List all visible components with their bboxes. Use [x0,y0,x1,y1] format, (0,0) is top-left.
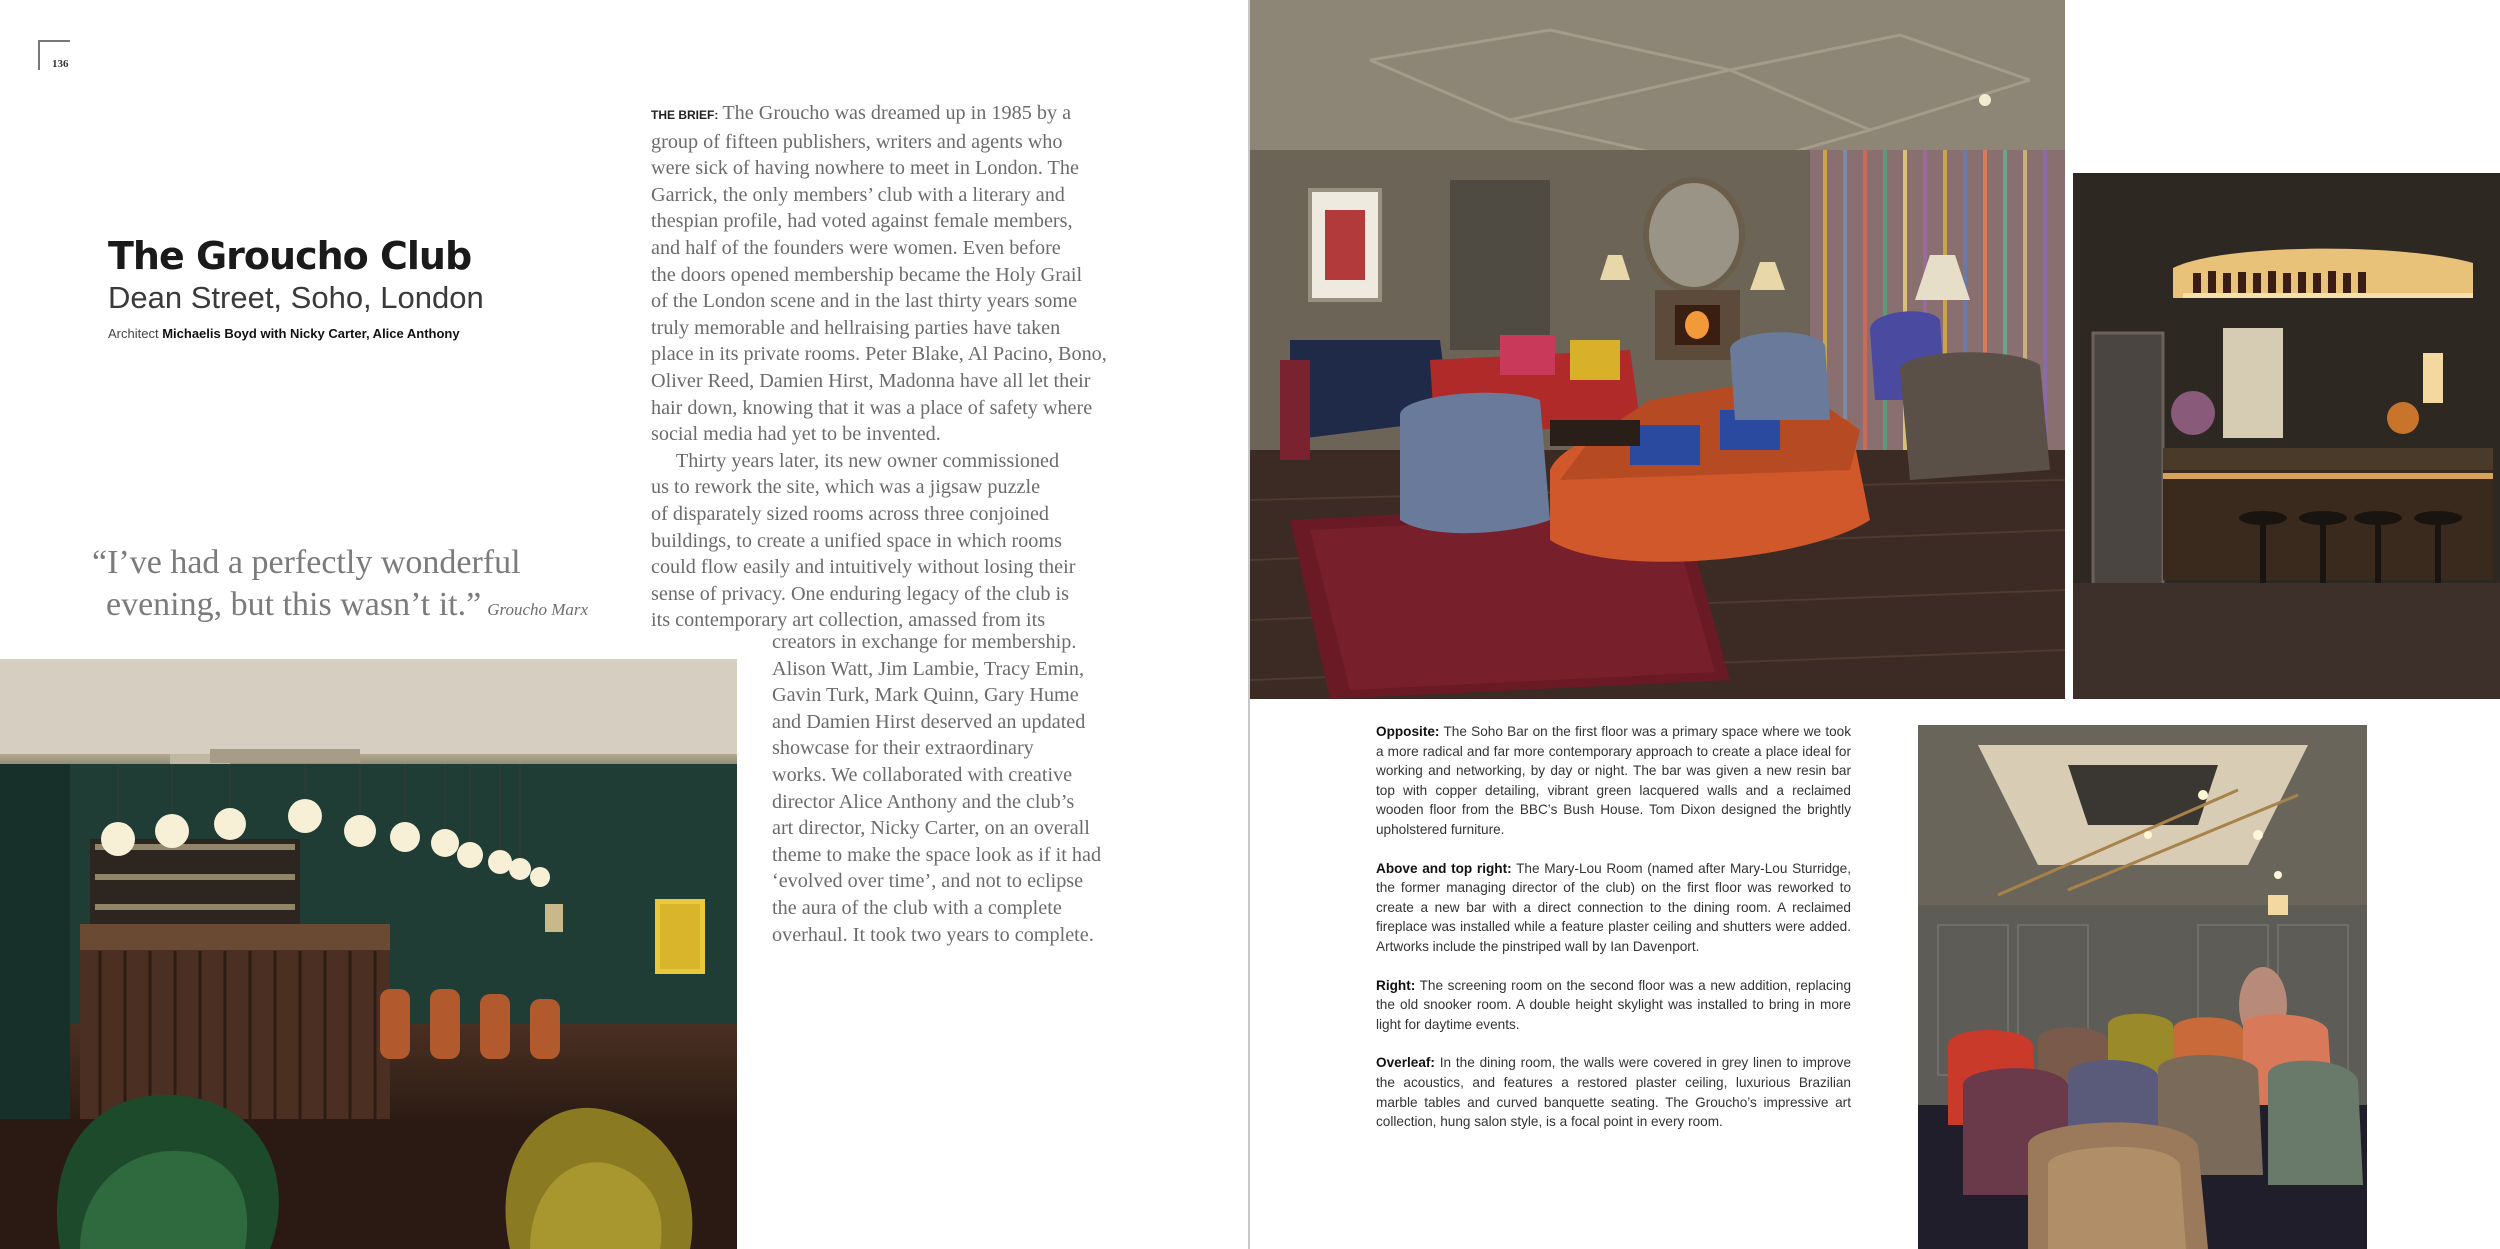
soho-bar-photo [0,659,737,1249]
body-line-text: The Groucho was dreamed up in 1985 by a [722,102,1072,124]
body-line: and Damien Hirst deserved an updated [772,710,1086,733]
body-line: the doors opened membership became the Holy Grail [651,263,1083,286]
body-line: could flow easily and intuitively without losing their [651,556,1076,579]
photo-captions [1376,722,1851,1151]
body-line: of the London scene and in the last thirty years some [651,290,1078,313]
article-title: The Groucho Club [108,234,472,278]
mary-lou-bar-illustration [2073,173,2500,699]
body-line: truly memorable and hellraising parties have taken [651,316,1061,339]
body-line: works. We collaborated with creative [772,763,1073,786]
caption-text: In the dining room, the walls were covered in grey linen to improve the acoustics, and features a restored plaster ceiling, luxurious Brazilian marble tables and curved banquette seating. The Groucho’s impressive art collection, hung salon style, is a focal point in every room. [1376,1055,1852,1130]
pull-quote [92,542,652,631]
body-text-narrow [772,629,1132,948]
body-line: showcase for their extraordinary [772,737,1034,760]
mary-lou-room-illustration [1250,0,2065,699]
page-number: 136 [52,58,69,70]
body-line: Alison Watt, Jim Lambie, Tracy Emin, [772,657,1085,680]
brief-label: THE BRIEF: [651,108,719,122]
caption-label: Above and top right: [1376,860,1512,876]
body-line: art director, Nicky Carter, on an overall [772,817,1090,840]
body-line: group of fifteen publishers, writers and agents who [651,130,1063,153]
architect-credit [108,326,460,341]
body-line [651,100,1131,129]
mary-lou-bar-photo [2073,173,2500,699]
body-line: of disparately sized rooms across three conjoined [651,502,1050,525]
right-page [1250,0,2500,1249]
caption-label: Opposite: [1376,724,1440,739]
caption-label: Right: [1376,977,1416,993]
body-line: the aura of the club with a complete [772,896,1062,919]
body-line: hair down, knowing that it was a place of safety where [651,396,1093,419]
caption-above-top-right [1376,859,1851,957]
body-line: place in its private rooms. Peter Blake, Al Pacino, Bono, [651,343,1107,366]
quote-attribution: Groucho Marx [487,600,589,619]
caption-text: The Soho Bar on the first floor was a primary space where we took a more radical and far more contemporary approach to create a place ideal for working and networking, by day or night. The bar was given a new resin bar top with copper detailing, vibrant green lacquered walls and a reclaimed wooden floor from the BBC’s Bush House. Tom Dixon designed the brightly upholstered furniture. [1376,724,1852,837]
caption-opposite [1376,722,1851,840]
body-line: us to rework the site, which was a jigsaw puzzle [651,476,1041,499]
body-line: social media had yet to be invented. [651,423,941,446]
quote-line-2 [92,584,652,631]
body-line: ‘evolved over time’, and not to eclipse [772,870,1084,893]
body-line: buildings, to create a unified space in which rooms [651,529,1062,552]
mary-lou-room-photo [1250,0,2065,699]
quote-line-2-text: evening, but this wasn’t it.” [106,586,482,623]
caption-text: The Mary-Lou Room (named after Mary-Lou Sturridge, the former managing director of the club) on the first floor was reworked to create a new bar with a direct connection to the dining room. A reclaimed fireplace was installed while a feature plaster ceiling and shutters were added. Artworks include the pinstriped wall by Ian Davenport. [1376,860,1852,954]
body-line: Gavin Turk, Mark Quinn, Gary Hume [772,684,1079,707]
body-line: and half of the founders were women. Even before [651,236,1061,259]
caption-text: The screening room on the second floor was a new addition, replacing the old snooker room. A double height skylight was installed to bring in more light for daytime events. [1376,977,1851,1032]
soho-bar-illustration [0,659,737,1249]
body-line: Garrick, the only members’ club with a literary and [651,183,1065,206]
body-line: its contemporary art collection, amassed from its [651,609,1046,632]
body-text-wide [651,100,1131,634]
body-line: overhaul. It took two years to complete. [772,923,1094,946]
body-line: director Alice Anthony and the club’s [772,790,1075,813]
left-page [0,0,1248,1249]
screening-room-photo [1918,725,2367,1249]
article-subtitle: Dean Street, Soho, London [108,280,484,315]
body-line: were sick of having nowhere to meet in London. The [651,157,1079,180]
caption-overleaf [1376,1053,1851,1131]
caption-right [1376,976,1851,1035]
architect-names: Michaelis Boyd with Nicky Carter, Alice Anthony [162,326,460,341]
body-line: theme to make the space look as if it had [772,843,1102,866]
body-line: Oliver Reed, Damien Hirst, Madonna have all let their [651,369,1091,392]
body-line: thespian profile, had voted against female members, [651,210,1073,233]
body-line: sense of privacy. One enduring legacy of the club is [651,582,1070,605]
architect-label: Architect [108,326,159,341]
body-line: creators in exchange for membership. [772,631,1077,653]
screening-room-illustration [1918,725,2367,1249]
body-line: Thirty years later, its new owner commissioned [651,449,1060,472]
quote-line-1: “I’ve had a perfectly wonderful [92,544,521,581]
caption-label: Overleaf: [1376,1055,1435,1071]
